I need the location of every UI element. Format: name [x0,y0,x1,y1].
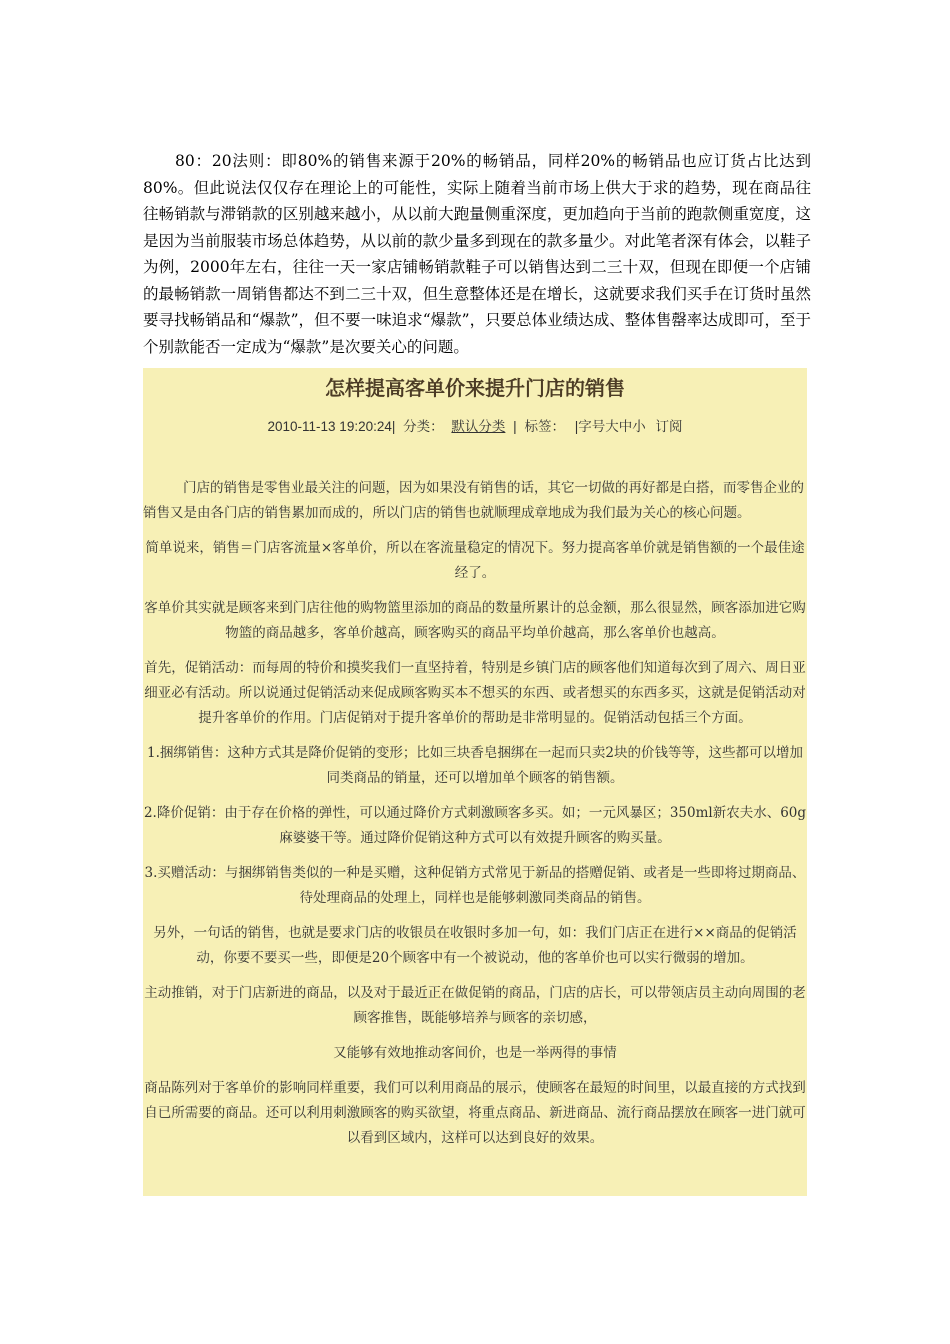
article-paragraph: 2.降价促销：由于存在价格的弹性，可以通过降价方式刺激顾客多买。如；一元风暴区；350ml新农夫水、60g麻婆婆干等。通过降价促销这种方式可以有效提升顾客的购买量。 [143,805,807,846]
article-paragraph: 商品陈列对于客单价的影响同样重要，我们可以利用商品的展示，使顾客在最短的时间里，以最直接的方式找到自已所需要的商品。还可以利用刺激顾客的购买欲望，将重点商品、新进商品、流行商品摆放在顾客一进门就可以看到区域内，这样可以达到良好的效果。 [144,1080,806,1146]
article-paragraph: 门店的销售是零售业最关注的问题，因为如果没有销售的话，其它一切做的再好都是白搭，而零售企业的销售又是由各门店的销售累加而成的，所以门店的销售也就顺理成章地成为我们最为关心的核心问题。 [143,480,804,521]
article-paragraph: 又能够有效地推动客间价，也是一举两得的事情 [333,1045,617,1061]
article-paragraph: 客单价其实就是顾客来到门店往他的购物篮里添加的商品的数量所累计的总金额，那么很显然，顾客添加进它购物篮的商品越多，客单价越高，顾客购买的商品平均单价越高，那么客单价也越高。 [144,600,806,641]
intro-paragraph: 80：20法则：即80%的销售来源于20%的畅销品，同样20%的畅销品也应订货占比达到80%。但此说法仅仅存在理论上的可能性，实际上随着当前市场上供大于求的趋势，现在商品往往畅销款与滞销款的区别越来越小，从以前大跑量侧重深度，更加趋向于当前的跑款侧重宽度，这是因为当前服装市场总体趋势，从以前的款少量多到现在的款多量少。对此笔者深有体会，以鞋子为例，2000年左右，往往一天一家店铺畅销款鞋子可以销售达到二三十双，但现在即便一个店铺的最畅销款一周销售都达不到二三十双，但生意整体还是在增长，这就要求我们买手在订货时虽然要寻找畅销品和“爆款”，但不要一味追求“爆款”，只要总体业绩达成、整体售罄率达成即可，至于个别款能否一定成为“爆款”是次要关心的问题。 [143,152,811,356]
article-box [143,368,807,1196]
meta-separator: | [513,419,517,434]
article-meta [143,416,807,438]
category-label: 分类： [403,419,444,434]
article-title: 怎样提高客单价来提升门店的销售 [325,376,625,400]
font-size-control[interactable]: |字号大中小 [574,419,646,434]
article-paragraph: 1.捆绑销售：这种方式其是降价促销的变形；比如三块香皂捆绑在一起而只卖2块的价钱等等，这些都可以增加同类商品的销量，还可以增加单个顾客的销售额。 [147,745,803,786]
article-body [143,476,807,1151]
article-datetime: 2010-11-13 19:20:24| [267,419,396,434]
article-paragraph: 简单说来，销售＝门店客流量×客单价，所以在客流量稳定的情况下。努力提高客单价就是销售额的一个最佳途经了。 [145,540,805,581]
article-paragraph: 3.买赠活动：与捆绑销售类似的一种是买赠，这种促销方式常见于新品的搭赠促销、或者是一些即将过期商品、待处理商品的处理上，同样也是能够刺激同类商品的销售。 [144,865,806,906]
article-paragraph: 主动推销，对于门店新进的商品，以及对于最近正在做促销的商品，门店的店长，可以带领店员主动向周围的老顾客推售，既能够培养与顾客的亲切感， [144,985,806,1026]
subscribe-link[interactable]: 订阅 [655,419,683,434]
article-paragraph: 首先，促销活动：而每周的特价和摸奖我们一直坚持着，特别是乡镇门店的顾客他们知道每次到了周六、周日亚细亚必有活动。所以说通过促销活动来促成顾客购买本不想买的东西、或者想买的东西多买，这就是促销活动对提升客单价的作用。门店促销对于提升客单价的帮助是非常明显的。促销活动包括三个方面。 [144,660,806,726]
tags-label: 标签： [524,419,565,434]
category-link[interactable]: 默认分类 [451,419,506,434]
article-paragraph: 另外，一句话的销售，也就是要求门店的收银员在收银时多加一句，如：我们门店正在进行××商品的促销活动，你要不要买一些，即便是20个顾客中有一个被说动，他的客单价也可以实行微弱的增加。 [153,925,797,966]
